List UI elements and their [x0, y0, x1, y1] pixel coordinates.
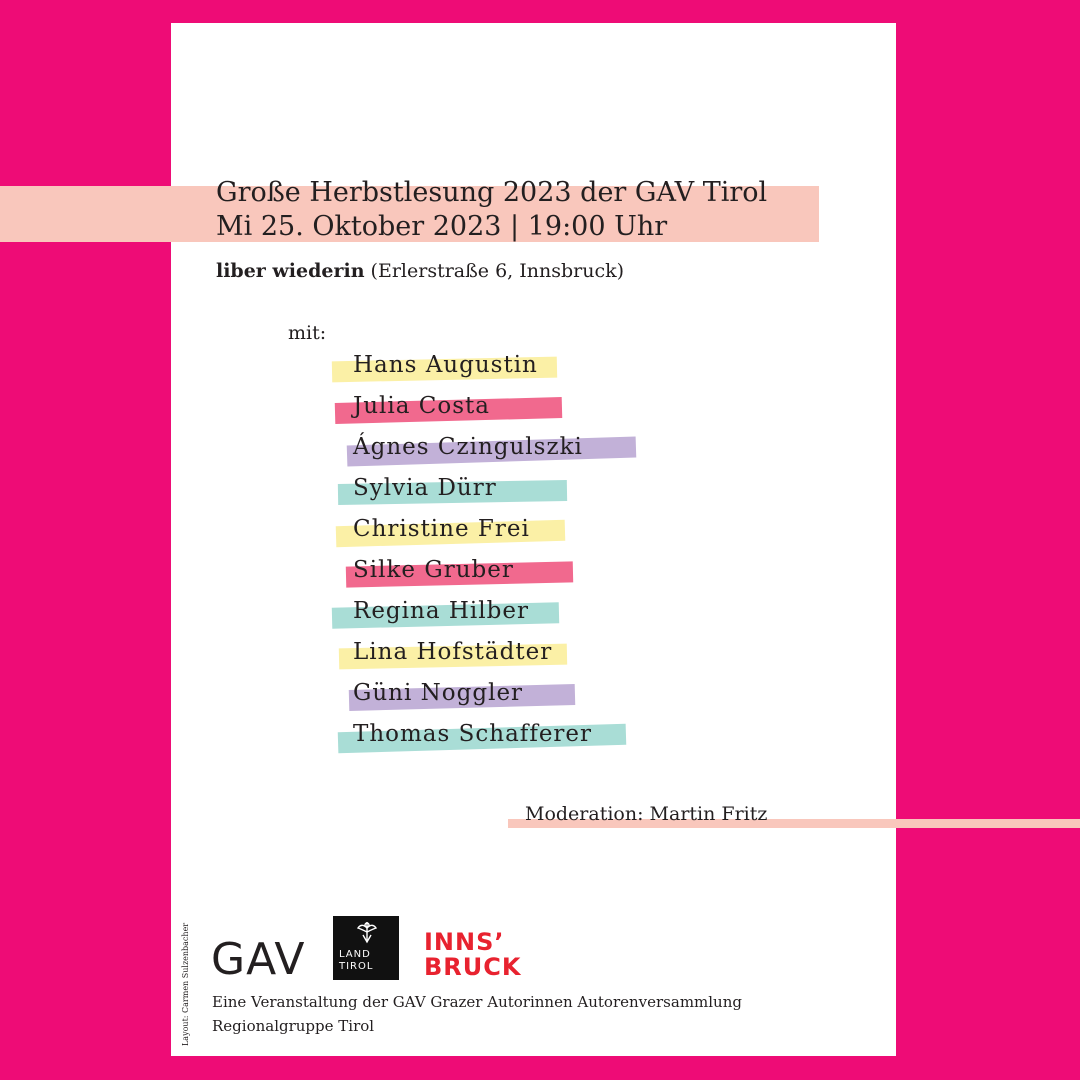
moderation-credit: Moderation: Martin Fritz: [525, 803, 768, 825]
footer-line: Regionalgruppe Tirol: [212, 1017, 375, 1035]
event-title: [216, 176, 767, 244]
footer-line: Eine Veranstaltung der GAV Grazer Autorinnen Autorenversammlung: [212, 993, 742, 1011]
participant-name: Thomas Schafferer: [353, 721, 593, 747]
organizer-footer: [212, 990, 742, 1038]
participant-name: Lina Hofstädter: [353, 639, 553, 665]
event-title-line: Große Herbstlesung 2023 der GAV Tirol: [216, 177, 768, 208]
land-tirol-line: LAND: [339, 949, 371, 960]
innsbruck-logo: [424, 930, 521, 980]
innsbruck-logo-line: INNS’: [424, 928, 505, 956]
participant-name: Regina Hilber: [353, 598, 529, 624]
venue-name: liber wiederin: [216, 260, 365, 282]
layout-credit: Layout: Carmen Sulzenbacher: [181, 922, 190, 1046]
land-tirol-logo: [333, 916, 399, 980]
land-tirol-line: TIROL: [339, 961, 374, 972]
participant-name: Güni Noggler: [353, 680, 524, 706]
participant-name: Hans Augustin: [353, 352, 538, 378]
event-date-line: Mi 25. Oktober 2023 | 19:00 Uhr: [216, 211, 668, 242]
land-tirol-text: [339, 949, 373, 973]
gav-logo: GAV: [211, 934, 306, 985]
participant-name: Christine Frei: [353, 516, 530, 542]
venue-address: (Erlerstraße 6, Innsbruck): [364, 260, 625, 282]
participant-name: Julia Costa: [353, 393, 490, 419]
tirol-eagle-icon: [357, 920, 377, 944]
participants-intro: mit:: [288, 322, 327, 344]
participant-name: Silke Gruber: [353, 557, 514, 583]
venue: [216, 258, 624, 284]
innsbruck-logo-line: BRUCK: [424, 953, 522, 981]
participant-name: Ágnes Czingulszki: [353, 434, 583, 460]
participant-name: Sylvia Dürr: [353, 475, 497, 501]
